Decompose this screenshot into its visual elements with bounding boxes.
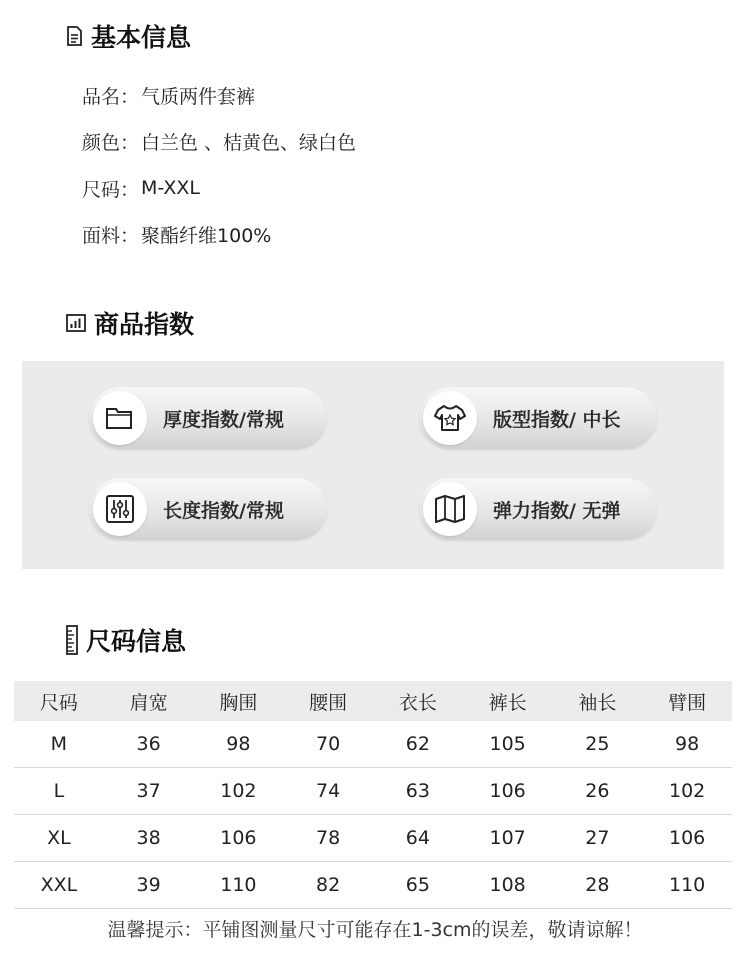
table-cell: 106 <box>194 815 284 862</box>
info-label: 面料： <box>82 225 140 248</box>
table-cell: 70 <box>283 721 373 768</box>
table-cell: 37 <box>104 768 194 815</box>
table-cell: XXL <box>14 862 104 909</box>
info-label: 品名： <box>82 85 140 108</box>
size-table-header-row <box>14 681 732 721</box>
index-pill-elasticity <box>419 478 657 540</box>
column-header: 衣长 <box>373 681 463 721</box>
info-row-fabric <box>82 212 356 259</box>
table-cell: 98 <box>642 721 732 768</box>
tshirt-icon <box>423 391 477 445</box>
document-icon <box>66 26 83 46</box>
table-cell: 110 <box>642 862 732 909</box>
column-header: 胸围 <box>194 681 284 721</box>
table-cell: 107 <box>463 815 553 862</box>
info-label: 颜色： <box>82 132 140 155</box>
table-cell: 62 <box>373 721 463 768</box>
table-cell: 98 <box>194 721 284 768</box>
product-index-title <box>66 305 194 341</box>
column-header: 腰围 <box>283 681 373 721</box>
table-cell: 27 <box>553 815 643 862</box>
table-cell: M <box>14 721 104 768</box>
basic-info-title <box>66 18 191 54</box>
table-cell: XL <box>14 815 104 862</box>
info-value: 白兰色 、桔黄色、绿白色 <box>141 132 357 155</box>
product-index-title-text: 商品指数 <box>94 310 195 339</box>
table-cell: 65 <box>373 862 463 909</box>
index-pill-text: 长度指数/常规 <box>163 499 284 522</box>
table-cell: 25 <box>553 721 643 768</box>
measurement-note: 温馨提示：平铺图测量尺寸可能存在1-3cm的误差，敬请谅解！ <box>107 919 643 941</box>
bar-chart-icon <box>66 314 86 332</box>
table-cell: 102 <box>642 768 732 815</box>
table-row <box>14 815 732 862</box>
info-row-color <box>82 119 356 166</box>
size-info-title <box>66 622 186 658</box>
index-pill-text: 弹力指数/ 无弹 <box>493 499 621 522</box>
info-value: M-XXL <box>141 177 200 200</box>
table-cell: 39 <box>104 862 194 909</box>
table-cell: 106 <box>642 815 732 862</box>
size-table <box>14 681 732 909</box>
basic-info-title-text: 基本信息 <box>91 23 192 52</box>
table-cell: 78 <box>283 815 373 862</box>
table-cell: 102 <box>194 768 284 815</box>
column-header: 臂围 <box>642 681 732 721</box>
table-cell: 74 <box>283 768 373 815</box>
info-value: 气质两件套裤 <box>141 85 256 108</box>
table-cell: 106 <box>463 768 553 815</box>
basic-info-list <box>82 72 356 258</box>
table-cell: 28 <box>553 862 643 909</box>
table-cell: 64 <box>373 815 463 862</box>
table-cell: 38 <box>104 815 194 862</box>
index-pill-text: 厚度指数/常规 <box>163 408 284 431</box>
table-cell: 108 <box>463 862 553 909</box>
table-cell: 26 <box>553 768 643 815</box>
table-cell: 36 <box>104 721 194 768</box>
info-label: 尺码： <box>82 178 140 201</box>
column-header: 裤长 <box>463 681 553 721</box>
index-pill-length <box>89 478 327 540</box>
table-row <box>14 721 732 768</box>
index-pill-text: 版型指数/ 中长 <box>493 408 621 431</box>
folder-icon <box>93 391 147 445</box>
sliders-icon <box>93 482 147 536</box>
table-cell: 105 <box>463 721 553 768</box>
size-info-title-text: 尺码信息 <box>86 627 187 656</box>
column-header: 袖长 <box>553 681 643 721</box>
table-cell: 63 <box>373 768 463 815</box>
ruler-icon <box>66 625 78 655</box>
table-row <box>14 862 732 909</box>
product-index-panel <box>22 361 724 569</box>
index-pill-fit <box>419 387 657 449</box>
table-cell: 110 <box>194 862 284 909</box>
table-cell: L <box>14 768 104 815</box>
map-fold-icon <box>423 482 477 536</box>
index-pill-thickness <box>89 387 327 449</box>
info-row-name <box>82 72 356 119</box>
column-header: 肩宽 <box>104 681 194 721</box>
info-value: 聚酯纤维100% <box>141 225 272 248</box>
table-row <box>14 768 732 815</box>
info-row-size <box>82 165 356 212</box>
column-header: 尺码 <box>14 681 104 721</box>
table-cell: 82 <box>283 862 373 909</box>
